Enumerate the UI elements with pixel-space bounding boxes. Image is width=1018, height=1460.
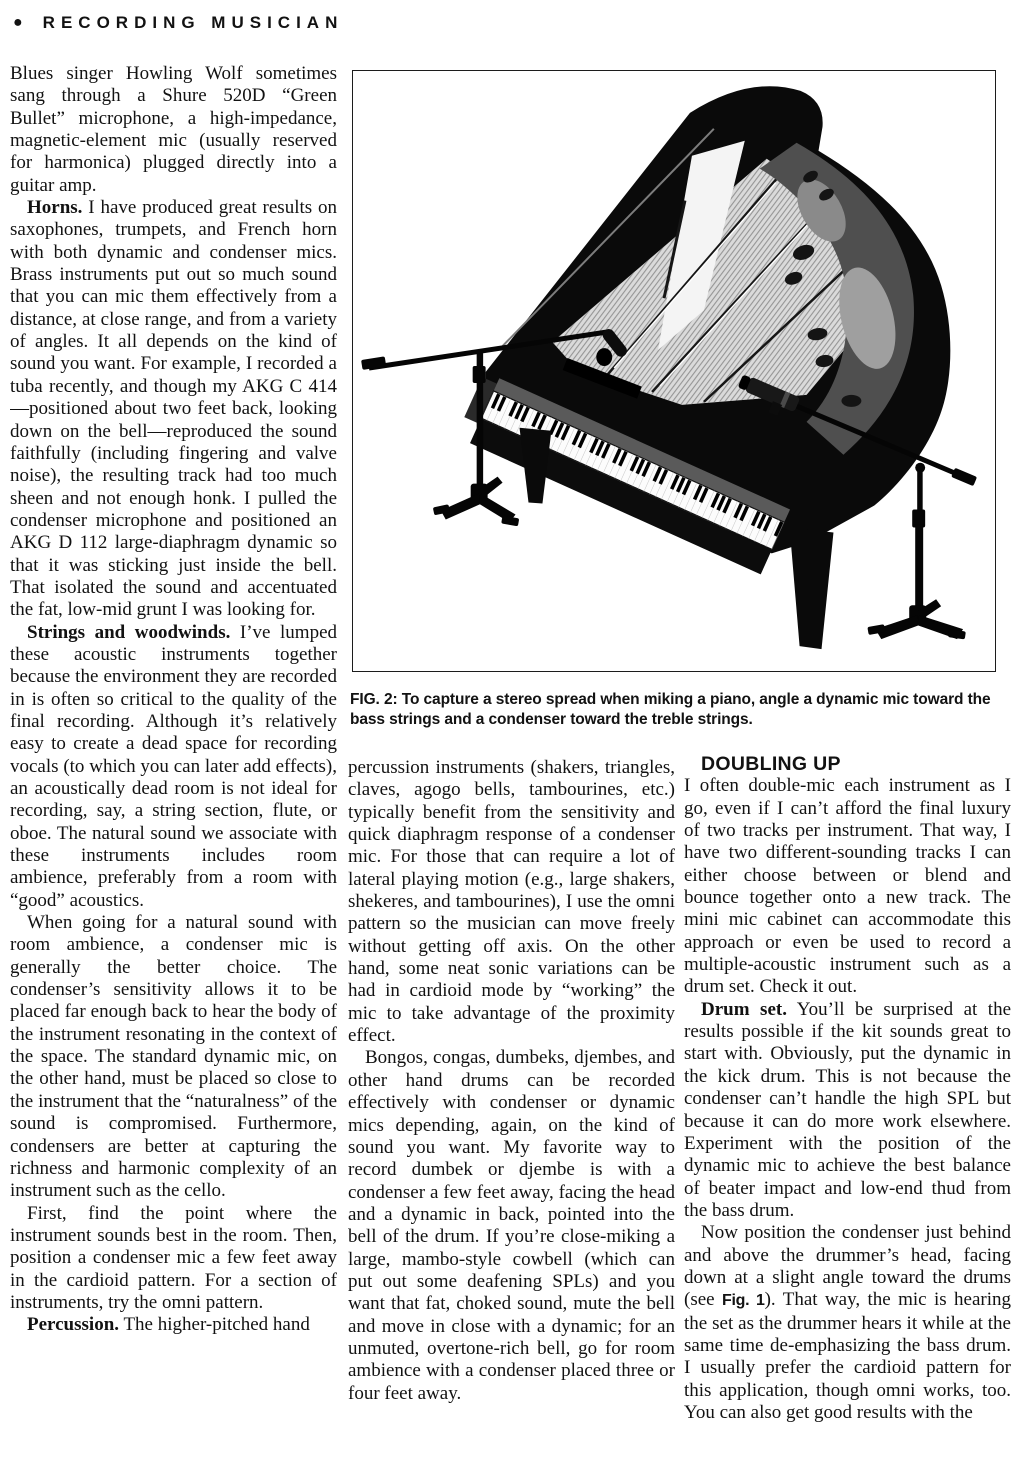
piano-leg-right	[790, 527, 834, 649]
column-left	[10, 63, 337, 1445]
paragraph-lead: Strings and woodwinds.	[27, 621, 231, 643]
piano-leg-left	[520, 428, 552, 504]
paragraph	[684, 999, 1011, 1222]
paragraph-text: ). That way, the mic is hearing the set as the drummer hears it while at the same time de-emphasizing the bass drum. I usually prefer the cardioid pattern for this application, though omni works, too. You can also get good results with the	[684, 1289, 1011, 1423]
paragraph	[10, 1203, 337, 1315]
paragraph	[10, 1314, 337, 1336]
figure-reference: Fig. 1	[721, 1292, 765, 1310]
paragraph-text: I’ve lumped these acoustic instruments together because the environment they are recorded in is often so critical to the quality of the final recording. Although it’s relatively easy to create a dead space for recording vocals (to which you can later add effects), an acoustically dead room is not ideal for recording, say, a string section, flute, or oboe. The natural sound we associate with these instruments includes room ambience, preferably from a room with “good” acoustics.	[10, 621, 337, 911]
boom-counterweight	[951, 468, 977, 487]
paragraph-text: Bongos, congas, dumbeks, djembes, and other hand drums can be recorded effectively with condenser or dynamic mics depending, again, on the kind of sound you want. My favorite way to record dumbek or djembe is with a condenser a few feet away, facing the head and a dynamic in back, pointed into the bell of the drum. If you’re close-miking a large, mambo-style cowbell (which can put out some deafening SPLs) and you want that fat, choked sound, mute the bell and move in close with a dynamic; for an unmuted, overtone-rich bell, go for room ambience with a condenser placed three or four feet away.	[348, 1047, 675, 1404]
bullet-icon: ●	[13, 14, 23, 31]
paragraph-text: Now position the condenser just behind and above the drummer’s head, facing down at a slight angle toward the drums (see	[684, 1222, 1011, 1311]
paragraph	[348, 1047, 675, 1405]
paragraph	[684, 775, 1011, 998]
paragraph-text: Blues singer Howling Wolf sometimes sang through a Shure 520D “Green Bullet” microphone, a high-impedance, magnetic-element mic (usually reserved for harmonica) plugged directly into a guitar amp.	[10, 63, 337, 196]
paragraph-text: percussion instruments (shakers, triangles, claves, agogo bells, tambourines, etc.) typically benefit from the sensitivity and quick diaphragm response of a condenser mic. For those that can require a lot of lateral playing motion (e.g., large shakers, shekeres, and tambourines), I use the omni pattern so the musician can move freely without getting off axis. On the other hand, some neat sonic variations can be had in cardioid mode by “working” the mic to take advantage of the proximity effect.	[348, 757, 675, 1047]
paragraph	[684, 1222, 1011, 1424]
paragraph-text: I have produced great results on saxophones, trumpets, and French horn with both dynamic and condenser mics. Brass instruments put out so much sound that you can mic them effectively from a distance, at close range, and from a variety of angles. It all depends on the kind of sound you want. For example, I recorded a tuba recently, and though my AKG C 414—positioned about two feet back, looking down on the bell—reproduced the sound faithfully (including fingering and valve noise), the resulting track had too much sheen and not enough honk. I pulled the condenser microphone and positioned an AKG D 112 large-diaphragm dynamic so that it was sticking just inside the bell. That isolated the sound and accentuated the fat, low-mid grunt I was looking for.	[10, 197, 337, 621]
paragraph-text: The higher-pitched hand	[123, 1314, 310, 1336]
piano-miking-illustration	[353, 71, 995, 671]
column-right	[684, 753, 1011, 1447]
section-heading: DOUBLING UP	[701, 753, 841, 775]
paragraph	[10, 912, 337, 1202]
paragraph	[10, 63, 337, 197]
stand-pole-lower	[915, 524, 923, 612]
paragraph-text: First, find the point where the instrument sounds best in the room. Then, position a condenser mic a few feet away in the cardioid pattern. For a section of instruments, try the omni pattern.	[10, 1202, 337, 1313]
paragraph-text: You’ll be surprised at the results possible if the kit sounds great to start with. Obviously, put the dynamic in the kick drum. This is not because the condenser can’t handle the high SPL but because it can do more work elsewhere. Experiment with the position of the dynamic mic to achieve the best balance of beater impact and low-end thud from the bass drum.	[684, 998, 1011, 1221]
column-middle	[348, 757, 675, 1447]
figure-caption: FIG. 2: To capture a stereo spread when miking a piano, angle a dynamic mic toward the bass strings and a condenser toward the treble strings.	[350, 691, 991, 728]
paragraph	[10, 622, 337, 912]
paragraph	[348, 757, 675, 1047]
paragraph-text: When going for a natural sound with room ambience, a condenser mic is generally the better choice. The condenser’s sensitivity allows it to be placed far enough back to hear the body of the instrument resonating in the context of the space. The standard dynamic mic, on the other hand, must be placed so close to the instrument that the “naturalness” of the sound is compromised. Furthermore, condensers are better at capturing the richness and harmonic complexity of an instrument such as the cello.	[10, 912, 337, 1202]
figure-box	[352, 70, 996, 672]
paragraph-text: I often double-mic each instrument as I go, even if I can’t afford the final luxury of two tracks per instrument. That way, I have two different-sounding tracks I can either choose between or blend and bounce together onto a new track. The mini mic cabinet can accommodate this approach or even be used to record a multiple-acoustic instrument such as a drum set. Check it out.	[684, 775, 1011, 998]
paragraph	[10, 197, 337, 622]
paragraph-lead: Drum set.	[701, 998, 787, 1020]
paragraph-lead: Percussion.	[27, 1314, 120, 1336]
page-title: RECORDING MUSICIAN	[42, 13, 344, 32]
paragraph-lead: Horns.	[27, 197, 83, 219]
page-header	[13, 11, 343, 35]
